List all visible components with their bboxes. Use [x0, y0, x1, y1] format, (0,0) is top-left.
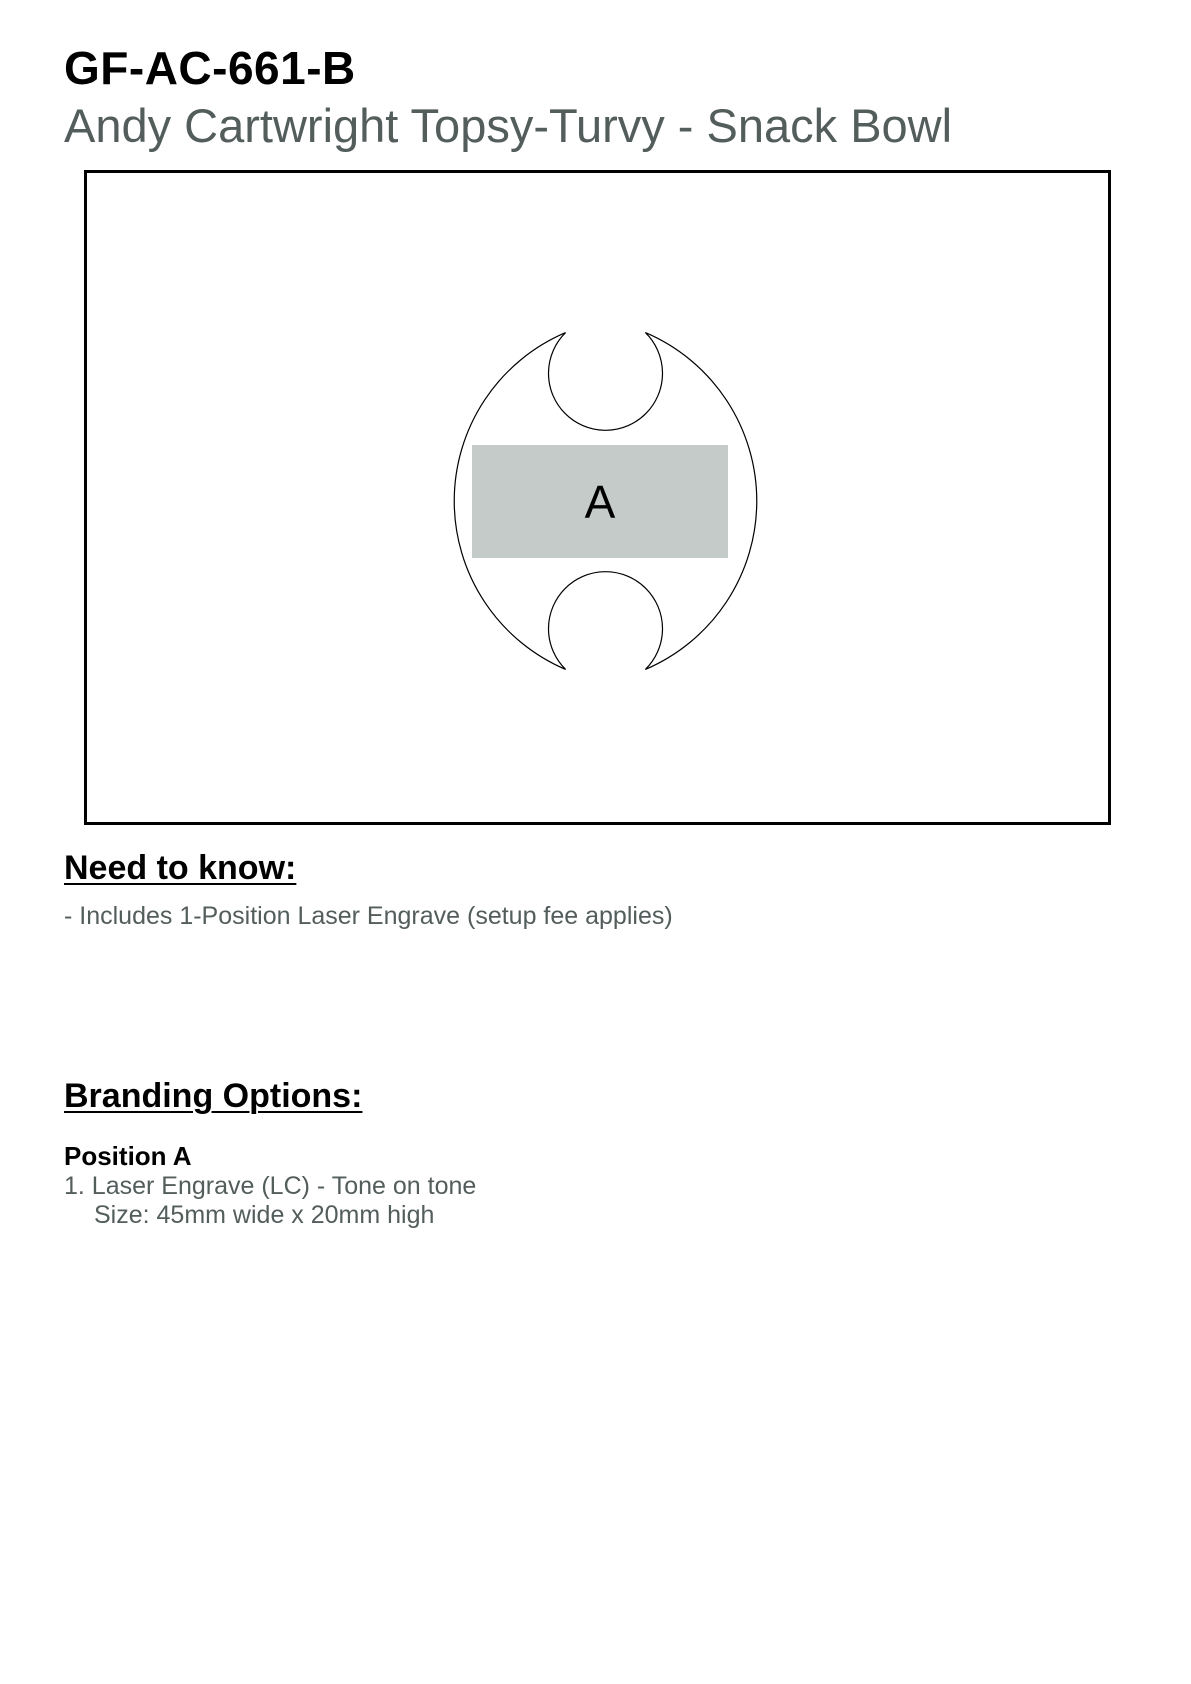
position-a-size: Size: 45mm wide x 20mm high	[94, 1201, 435, 1229]
snack-bowl-diagram	[87, 173, 1108, 822]
product-name: Andy Cartwright Topsy-Turvy - Snack Bowl	[64, 99, 953, 152]
product-code: GF-AC-661-B	[64, 42, 356, 94]
need-to-know-item: - Includes 1-Position Laser Engrave (setup fee applies)	[64, 902, 673, 930]
product-diagram-frame	[84, 170, 1111, 825]
position-a-title: Position A	[64, 1141, 192, 1171]
need-to-know-heading: Need to know:	[64, 849, 297, 887]
branding-options-heading: Branding Options:	[64, 1077, 363, 1115]
position-a-option: 1. Laser Engrave (LC) - Tone on tone	[64, 1172, 477, 1200]
branding-position-a-label: A	[584, 476, 616, 528]
